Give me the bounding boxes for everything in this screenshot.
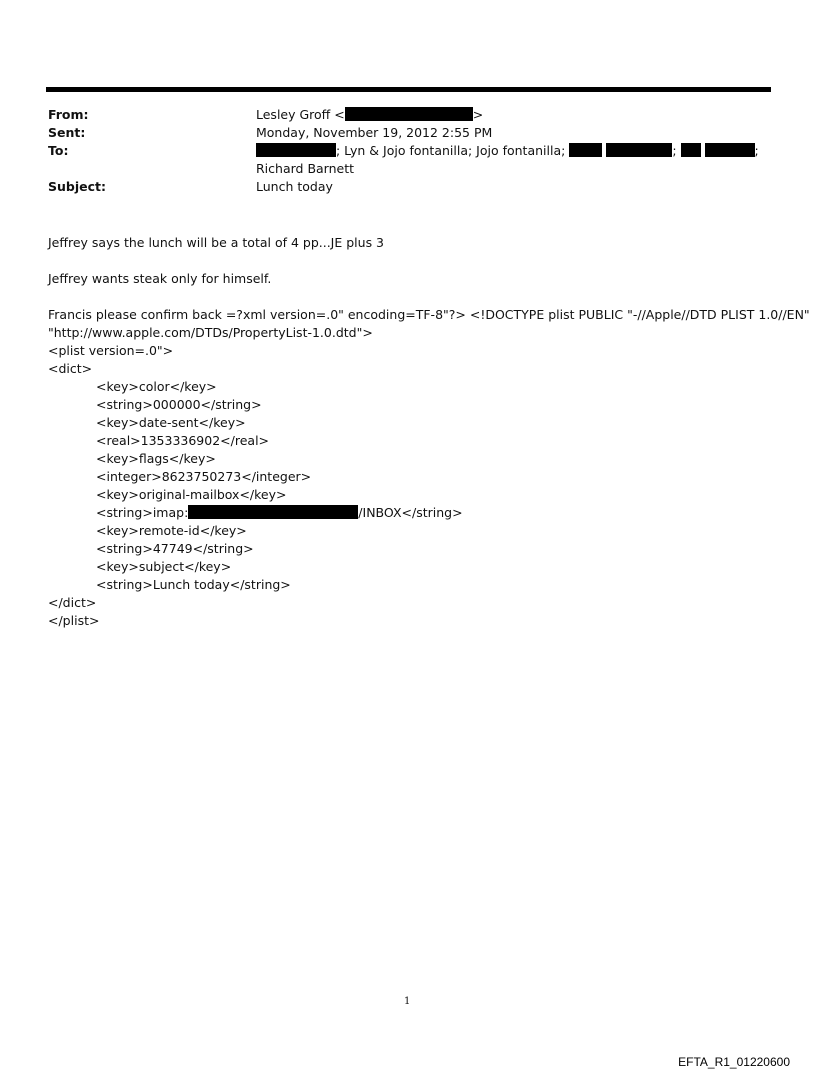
redaction-block (606, 143, 672, 157)
page-number: 1 (404, 996, 411, 1007)
to-row-continued (48, 160, 768, 178)
to-recipients: ; Lyn & Jojo fontanilla; Jojo fontanilla; (336, 143, 566, 158)
plist-line: <key>subject</key> (96, 559, 232, 574)
dict-open-tag: <dict> (48, 361, 93, 376)
plist-line: <string>000000</string> (96, 397, 262, 412)
to-row (48, 142, 768, 160)
plist-line: <string>Lunch today</string> (96, 577, 291, 592)
from-value (256, 106, 768, 124)
header-rule (46, 87, 771, 92)
redaction-block (256, 143, 336, 157)
plist-line: <key>original-mailbox</key> (96, 487, 287, 502)
redaction-block (705, 143, 755, 157)
plist-line: <key>date-sent</key> (96, 415, 246, 430)
subject-label: Subject: (48, 179, 106, 194)
body-paragraph-continued: "http://www.apple.com/DTDs/PropertyList-1.0.dtd"> (48, 325, 373, 340)
from-name: Lesley Groff < (256, 107, 345, 122)
body-paragraph: Jeffrey wants steak only for himself. (48, 271, 272, 286)
from-row (48, 106, 768, 124)
plist-open-tag: <plist version=.0"> (48, 343, 174, 358)
plist-line: <real>1353336902</real> (96, 433, 270, 448)
from-label: From: (48, 107, 89, 122)
dict-close-tag: </dict> (48, 595, 97, 610)
body-paragraph: Jeffrey says the lunch will be a total of 4 pp...JE plus 3 (48, 235, 385, 250)
to-separator: ; (672, 143, 677, 158)
imap-suffix: /INBOX</string> (358, 505, 463, 520)
sent-row (48, 124, 768, 142)
subject-row (48, 178, 768, 196)
to-value-line2: Richard Barnett (256, 161, 355, 176)
redaction-block (188, 505, 358, 519)
redaction-block (681, 143, 701, 157)
body-paragraph: Francis please confirm back =?xml version=.0" encoding=TF-8"?> <!DOCTYPE plist PUBLIC "-//Apple//DTD PLIST 1.0//EN" (48, 307, 810, 322)
plist-line: <integer>8623750273</integer> (96, 469, 312, 484)
plist-close-tag: </plist> (48, 613, 100, 628)
plist-line-imap (48, 504, 778, 522)
from-close: > (472, 107, 484, 122)
email-header (48, 106, 768, 196)
to-separator: ; (754, 143, 759, 158)
imap-prefix: <string>imap: (96, 505, 189, 520)
email-body (48, 234, 810, 630)
to-label: To: (48, 143, 69, 158)
subject-value: Lunch today (256, 179, 333, 194)
to-value (256, 142, 768, 160)
redaction-block (569, 143, 602, 157)
sent-value: Monday, November 19, 2012 2:55 PM (256, 125, 493, 140)
plist-line: <key>flags</key> (96, 451, 216, 466)
sent-label: Sent: (48, 125, 86, 140)
plist-line: <string>47749</string> (96, 541, 254, 556)
redaction-block (345, 107, 473, 121)
plist-line: <key>color</key> (96, 379, 217, 394)
plist-line: <key>remote-id</key> (96, 523, 247, 538)
bates-number: EFTA_R1_01220600 (678, 1055, 790, 1069)
